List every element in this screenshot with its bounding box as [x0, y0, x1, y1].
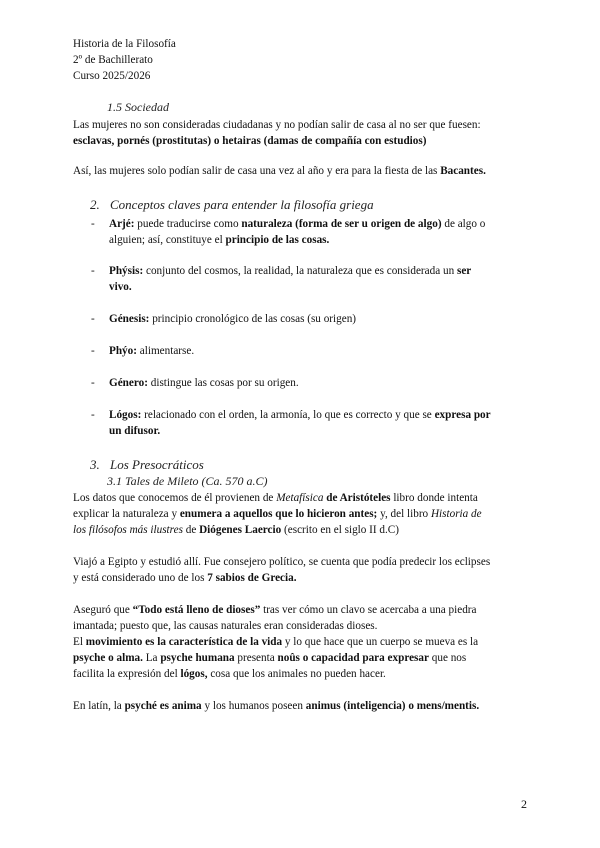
- tales-p1-line-1: Los datos que conocemos de él provienen de Metafísica de Aristóteles libro donde intenta: [73, 492, 478, 504]
- tales-p2-line-1: Viajó a Egipto y estudió allí. Fue consejero político, se cuenta que podía predecir los eclipses: [73, 556, 491, 568]
- section-2-number: 2.: [90, 197, 100, 212]
- tales-p3-line-1: Aseguró que “Todo está lleno de dioses” tras ver cómo un clavo se acercaba a una piedra: [73, 604, 477, 616]
- bullet-dash: -: [91, 409, 95, 421]
- bullet-dash: -: [91, 218, 95, 230]
- header-course: 2º de Bachillerato: [73, 54, 153, 66]
- tales-p3-line-5: facilita la expresión del lógos, cosa que los animales no pueden hacer.: [73, 668, 386, 680]
- section-3-number: 3.: [90, 457, 100, 472]
- concept-arje-line-2: alguien; así, constituye el principio de las cosas.: [109, 234, 330, 246]
- header-year: Curso 2025/2026: [73, 70, 151, 82]
- tales-p3-line-3: El movimiento es la característica de la vida y lo que hace que un cuerpo se mueva es la: [73, 636, 479, 648]
- concept-logos-line-2: un difusor.: [109, 425, 161, 437]
- section-3-1-title: 3.1 Tales de Mileto (Ca. 570 a.C): [107, 474, 268, 488]
- concept-logos-line-1: Lógos: relacionado con el orden, la armonía, lo que es correcto y que se expresa por: [109, 409, 491, 421]
- concept-genero: Género: distingue las cosas por su origen.: [109, 377, 299, 389]
- bullet-dash: -: [91, 313, 95, 325]
- concept-genesis: Génesis: principio cronológico de las cosas (su origen): [109, 313, 357, 325]
- sociedad-line-3: Así, las mujeres solo podían salir de casa una vez al año y era para la fiesta de las Bacantes.: [73, 165, 486, 177]
- concept-phyo: Phýo: alimentarse.: [109, 345, 195, 357]
- sociedad-line-2: esclavas, pornés (prostitutas) o hetairas (damas de compañía con estudios): [73, 135, 427, 147]
- tales-p4-line-1: En latín, la psyché es anima y los humanos poseen animus (inteligencia) o mens/mentis.: [73, 700, 480, 712]
- concept-physis-line-2: vivo.: [109, 281, 132, 293]
- header-subject: Historia de la Filosofía: [73, 38, 176, 50]
- tales-p3-line-2: imantada; puesto que, las causas naturales eran consideradas dioses.: [73, 620, 378, 632]
- bullet-dash: -: [91, 345, 95, 357]
- tales-p1-line-2: explicar la naturaleza y enumera a aquellos que lo hicieron antes; y, del libro Historia de: [73, 508, 482, 520]
- concept-physis-line-1: Phýsis: conjunto del cosmos, la realidad, la naturaleza que es considerada un ser: [109, 265, 472, 277]
- tales-p1-line-3: los filósofos más ilustres de Diógenes Laercio (escrito en el siglo II d.C): [73, 524, 399, 536]
- section-1-5-title: 1.5 Sociedad: [107, 100, 169, 114]
- sociedad-line-1: Las mujeres no son consideradas ciudadanas y no podían salir de casa al no ser que fuesen:: [73, 119, 481, 131]
- section-2-title: Conceptos claves para entender la filosofía griega: [110, 197, 374, 212]
- tales-p2-line-2: y está considerado uno de los 7 sabios de Grecia.: [73, 572, 297, 584]
- bullet-dash: -: [91, 377, 95, 389]
- page-number: 2: [521, 797, 527, 811]
- tales-p3-line-4: psyche o alma. La psyche humana presenta noûs o capacidad para expresar que nos: [73, 652, 467, 664]
- bullet-dash: -: [91, 265, 95, 277]
- section-3-title: Los Presocráticos: [110, 457, 204, 472]
- concept-arje-line-1: Arjé: puede traducirse como naturaleza (forma de ser u origen de algo) de algo o: [109, 218, 486, 230]
